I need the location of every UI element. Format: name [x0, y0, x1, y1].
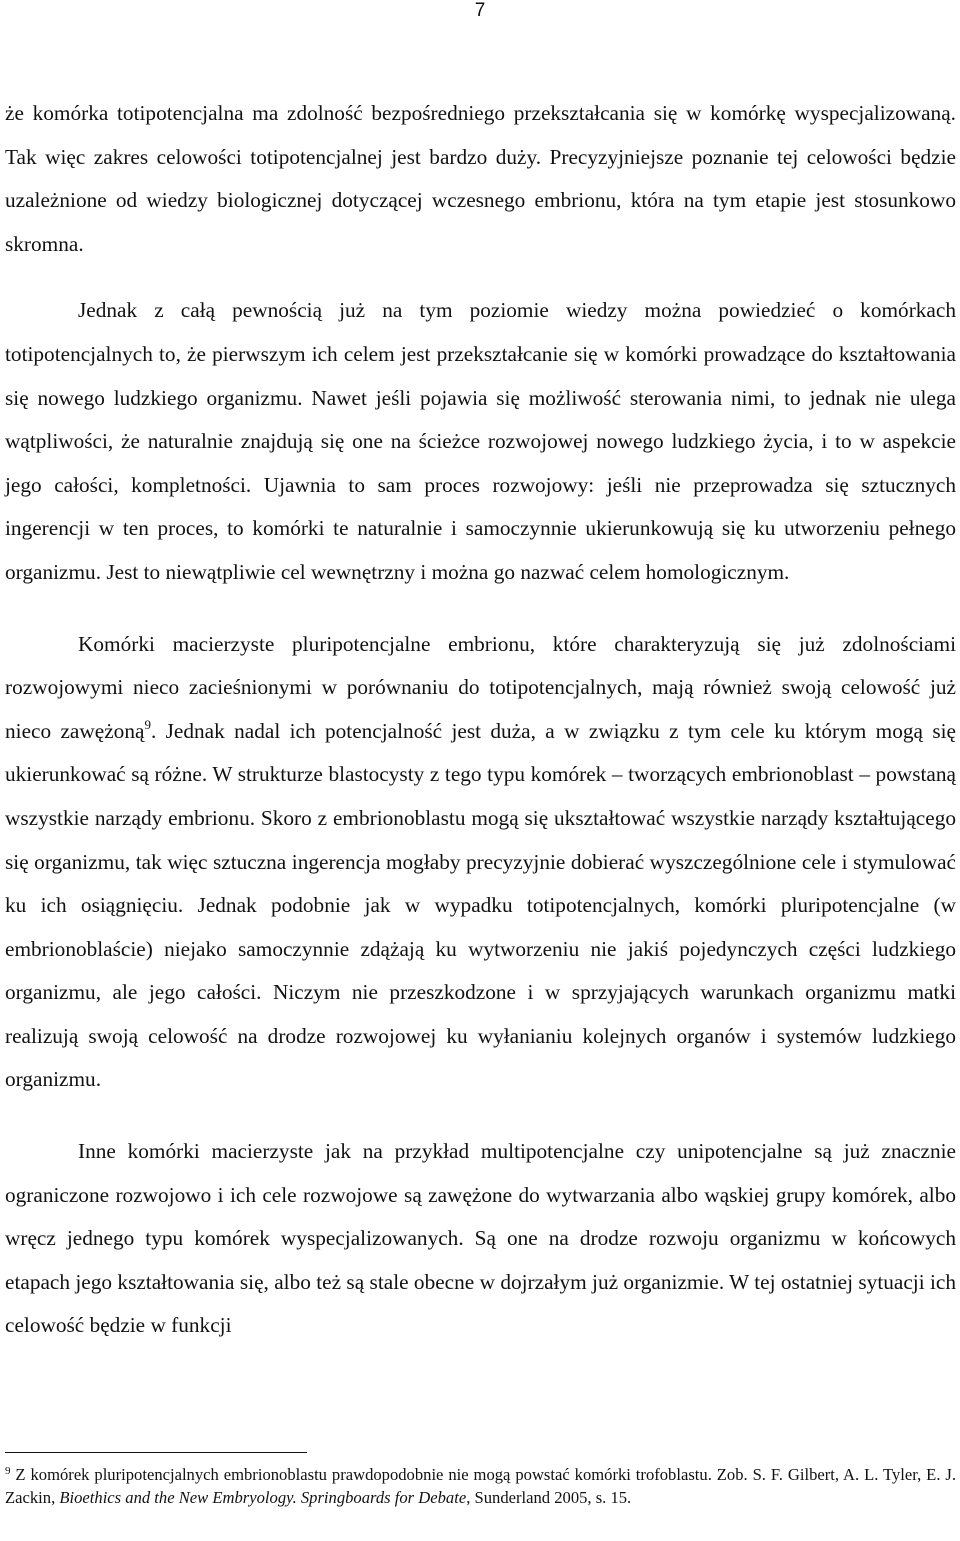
paragraph-4: Inne komórki macierzyste jak na przykład multipotencjalne czy unipotencjalne są już znacznie ograniczone rozwojowo i ich cele rozwojowe są zawężone do wytwarzania albo wąskiej grupy komórek, albo wręcz jednego typu komórek wyspecjalizowanych. Są one na drodze rozwoju organizmu w końcowych etapach jego kształtowania się, albo też są stale obecne w dojrzałym już organizmie. W tej ostatniej sytuacji ich celowość będzie w funkcji: [5, 1139, 956, 1338]
body-text: [5, 92, 956, 1348]
footnote-title-separator: .: [292, 1487, 301, 1507]
footnote-mark: 9: [5, 1465, 11, 1477]
paragraph-3-text-b: . Jednak nadal ich potencjalność jest duża, a w związku z tym cele ku którym mogą się ukierunkować są różne. W strukturze blastocysty z tego typu komórek – tworzących embrionoblast – powstaną wszystkie narządy embrionu. Skoro z embrionoblastu mogą się ukształtować wszystkie narządy kształtującego się organizmu, tak więc sztuczna ingerencja mogłaby precyzyjnie dobierać wyszczególnione cele i stymulować ku ich osiągnięciu. Jednak podobnie jak w wypadku totipotencjalnych, komórki pluripotencjalne (w embrionoblaście) niejako samoczynnie zdążają ku wytworzeniu nie jakiś pojedynczych części ludzkiego organizmu, ale jego całości. Niczym nie przeszkodzone i w sprzyjających warunkach organizmu matki realizują swoją celowość na drodze rozwojowej ku wyłanianiu kolejnych organów i systemów ludzkiego organizmu.: [5, 718, 956, 1092]
footnote-book-title: Bioethics and the New Embryology: [59, 1487, 293, 1507]
page-number: 7: [474, 0, 486, 21]
footnote: [5, 1464, 956, 1510]
footnote-book-subtitle: Springboards for Debate: [300, 1487, 467, 1507]
footnote-text-a: Z komórek pluripotencjalnych embrionoblastu prawdopodobnie nie mogą powstać komórki trofoblastu. Zob. S. F. Gilbert, A. L. Tyler, E. J. Zackin,: [5, 1465, 956, 1507]
paragraph-1: że komórka totipotencjalna ma zdolność bezpośredniego przekształcania się w komórkę wyspecjalizowaną. Tak więc zakres celowości totipotencjalnej jest bardzo duży. Precyzyjniejsze poznanie tej celowości będzie uzależnione od wiedzy biologicznej dotyczącej wczesnego embrionu, która na tym etapie jest stosunkowo skromna.: [5, 101, 956, 256]
footnote-separator: [5, 1452, 307, 1453]
paragraph-2: Jednak z całą pewnością już na tym poziomie wiedzy można powiedzieć o komórkach totipotencjalnych to, że pierwszym ich celem jest przekształcanie się w komórki prowadzące do kształtowania się nowego ludzkiego organizmu. Nawet jeśli pojawia się możliwość sterowania nimi, to jednak nie ulega wątpliwości, że naturalnie znajdują się one na ścieżce rozwojowej nowego ludzkiego życia, i to w aspekcie jego całości, kompletności. Ujawnia to sam proces rozwojowy: jeśli nie przeprowadza się sztucznych ingerencji w ten proces, to komórki te naturalnie i samoczynnie ukierunkowują się ku utworzeniu pełnego organizmu. Jest to niewątpliwie cel wewnętrzny i można go nazwać celem homologicznym.: [5, 298, 956, 584]
paragraph-3: [5, 623, 956, 1103]
paragraph-3-text-a: Komórki macierzyste pluripotencjalne embrionu, które charakteryzują się już zdolnościami rozwojowymi nieco zacieśnionymi w porównaniu do totipotencjalnych, mają również swoją celowość już nieco zawężoną: [5, 631, 956, 743]
footnote-text-b: , Sunderland 2005, s. 15.: [466, 1487, 632, 1507]
footnote-reference[interactable]: 9: [144, 716, 151, 732]
